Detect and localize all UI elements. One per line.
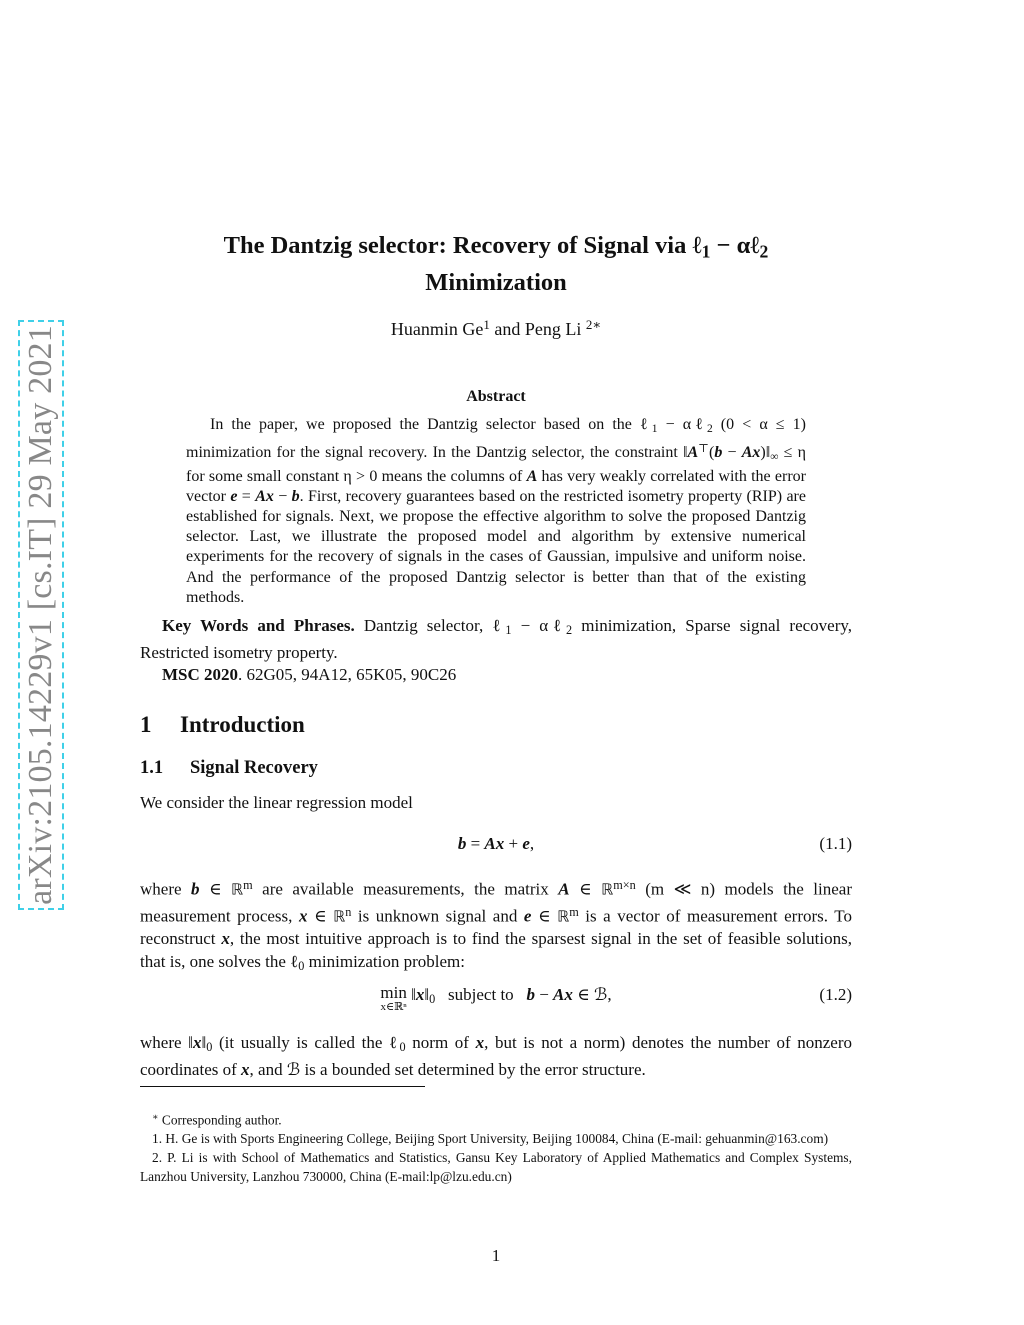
footnote-1: 1. H. Ge is with Sports Engineering College, Beijing Sport University, Beijing 100084, China (E-mail: gehuanmin@163.com) [152,1131,829,1147]
title-line-1 [140,230,852,267]
equation-1-1 [140,834,852,858]
body-paragraph-3: where $‖x‖_0$ (it usually is called the ℓ$_0$ norm of x, but is not a norm) denotes the number of nonzero coordinates of x, and ℬ is a bounded set determined by the error structure. [140,1033,852,1079]
keywords: Key Words and Phrases. Dantzig selector, ℓ$_1$ − αℓ$_2$ minimization, Sparse signal recovery, Restricted isometry property. [140,616,853,662]
footnote-rule [140,1086,425,1087]
title-text-mid: − αℓ [710,232,760,259]
author-1-mark: 1 [483,317,490,332]
page-number: 1 [491,1246,501,1265]
subsection-heading-signal-recovery: 1.1 Signal Recovery [140,758,318,778]
keywords-block [140,615,852,687]
body-paragraph-2: where b ∈ ℝ$^m$ are available measurements, the matrix A ∈ ℝ$^{m\times n}$ (m ≪ n) models the linear measurement process, x ∈ ℝ$^n$ is unknown signal and e ∈ ℝ$^m$ is a vector of measurement errors. To reconstruct x, the most intuitive approach is to find the sparsest signal in the set of feasible solutions, that is, one solves the ℓ$_0$ minimization problem: [140,878,852,973]
equation-1-2 [140,985,852,1019]
msc-codes: . 62G05, 94A12, 65K05, 90C26 [238,665,457,685]
title-line-2: Minimization [425,269,567,297]
author-2-mark: 2∗ [585,317,602,332]
msc-label: MSC 2020 [162,665,239,685]
title-sub-2: 2 [759,241,769,262]
title-text-1: The Dantzig selector: Recovery of Signal via ℓ [223,232,702,259]
equation-1-1-body: b = Ax + e, [457,834,535,853]
intro-paragraph: We consider the linear regression model [140,793,413,812]
author-2: and Peng Li [489,318,586,339]
abstract-body [186,415,806,608]
arxiv-id: arXiv:2105.14229v1 [cs.IT] 29 May 2021 [22,325,59,905]
section-heading-introduction: 1 Introduction [140,712,305,737]
abstract-heading: Abstract [466,388,526,405]
keywords-label: Key Words and Phrases. [162,616,355,635]
title-sub-1: 1 [701,241,711,262]
paper-title [140,230,852,298]
equation-number: (1.2) [819,985,852,1004]
footnote-2: 2. P. Li is with School of Mathematics and Statistics, Gansu Key Laboratory of Applied Mathematics and Complex Systems, Lanzhou University, Lanzhou 730000, China (E-mail:lp@lzu.edu.cn) [140,1150,852,1185]
abstract-paragraph: In the paper, we proposed the Dantzig selector based on the ℓ$_1$ − αℓ$_2$ (0 < α ≤ 1) minimization for the signal recovery. In the Dantzig selector, the constraint ‖A⊤(b − $Ax)‖_\infty \le \eta$ for some small constant η > 0 means the columns of A has very weakly correlated with the error vector e = Ax − b. First, recovery guarantees based on the restricted isometry property (RIP) are established for signals. Next, we propose the effective algorithm to solve the proposed Dantzig selector. Last, we illustrate the proposed model and algorithm by extensive numerical experiments for the recovery of signals in the cases of Gaussian, impulsive and uniform noise. And the performance of the proposed Dantzig selector is better than that of the existing methods. [186,416,807,606]
footnotes [140,1108,852,1186]
authors [140,317,852,340]
arxiv-stamp [18,320,64,910]
msc [140,664,852,687]
min-operator: min x∈ℝⁿ [380,983,407,1013]
equation-number: (1.1) [819,834,852,853]
footnote-corresponding: ∗ Corresponding author. [152,1112,282,1128]
author-1: Huanmin Ge [390,318,484,339]
equation-1-2-body: min x∈ℝⁿ $‖x‖_0$ subject to b − Ax ∈ ℬ, [380,983,612,1013]
